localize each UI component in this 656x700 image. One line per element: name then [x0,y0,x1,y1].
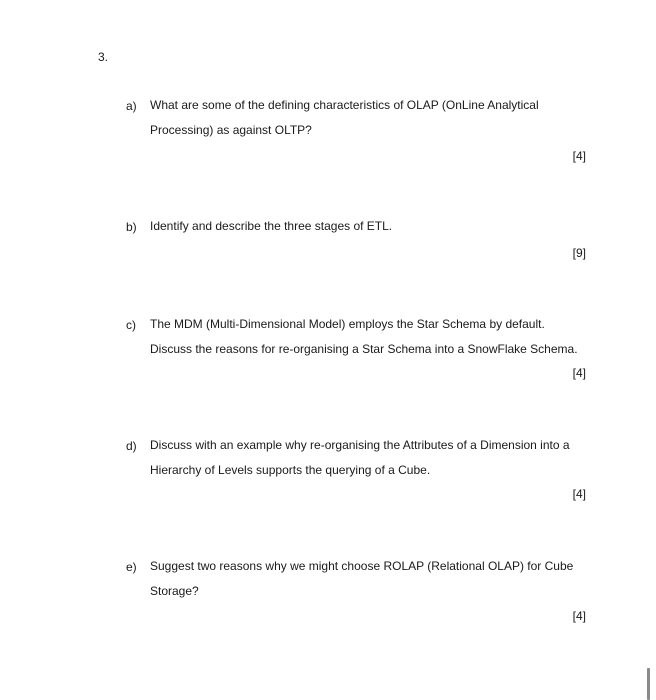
part-line: Storage? [150,584,199,598]
question-part-e [126,560,586,630]
part-text [150,312,590,362]
marks-label: [4] [572,366,586,380]
part-label: a) [126,99,137,113]
question-part-d [126,439,586,509]
part-line: What are some of the defining characteristics of OLAP (OnLine Analytical [150,98,539,112]
part-text [150,433,590,483]
question-part-b [126,220,586,266]
marks-label: [4] [572,149,586,163]
part-label: c) [126,318,136,332]
question-part-c [126,318,586,388]
marks-label: [4] [572,609,586,623]
part-label: e) [126,560,137,574]
marks-label: [4] [572,487,586,501]
part-line: Processing) as against OLTP? [150,123,312,137]
part-line: Hierarchy of Levels supports the querying of a Cube. [150,463,431,477]
part-label: b) [126,220,137,234]
question-number: 3. [98,50,109,64]
part-line: The MDM (Multi-Dimensional Model) employs the Star Schema by default. [150,317,545,331]
part-line: Suggest two reasons why we might choose ROLAP (Relational OLAP) for Cube [150,559,574,573]
scrollbar-thumb[interactable] [647,668,650,700]
marks-label: [9] [572,246,586,260]
part-label: d) [126,439,137,453]
question-part-a [126,99,586,169]
part-line: Identify and describe the three stages of ETL. [150,219,393,233]
part-line: Discuss with an example why re-organising the Attributes of a Dimension into a [150,438,570,452]
part-line: Discuss the reasons for re-organising a Star Schema into a SnowFlake Schema. [150,342,578,356]
part-text [150,93,590,143]
part-text [150,214,590,239]
part-text [150,554,590,604]
